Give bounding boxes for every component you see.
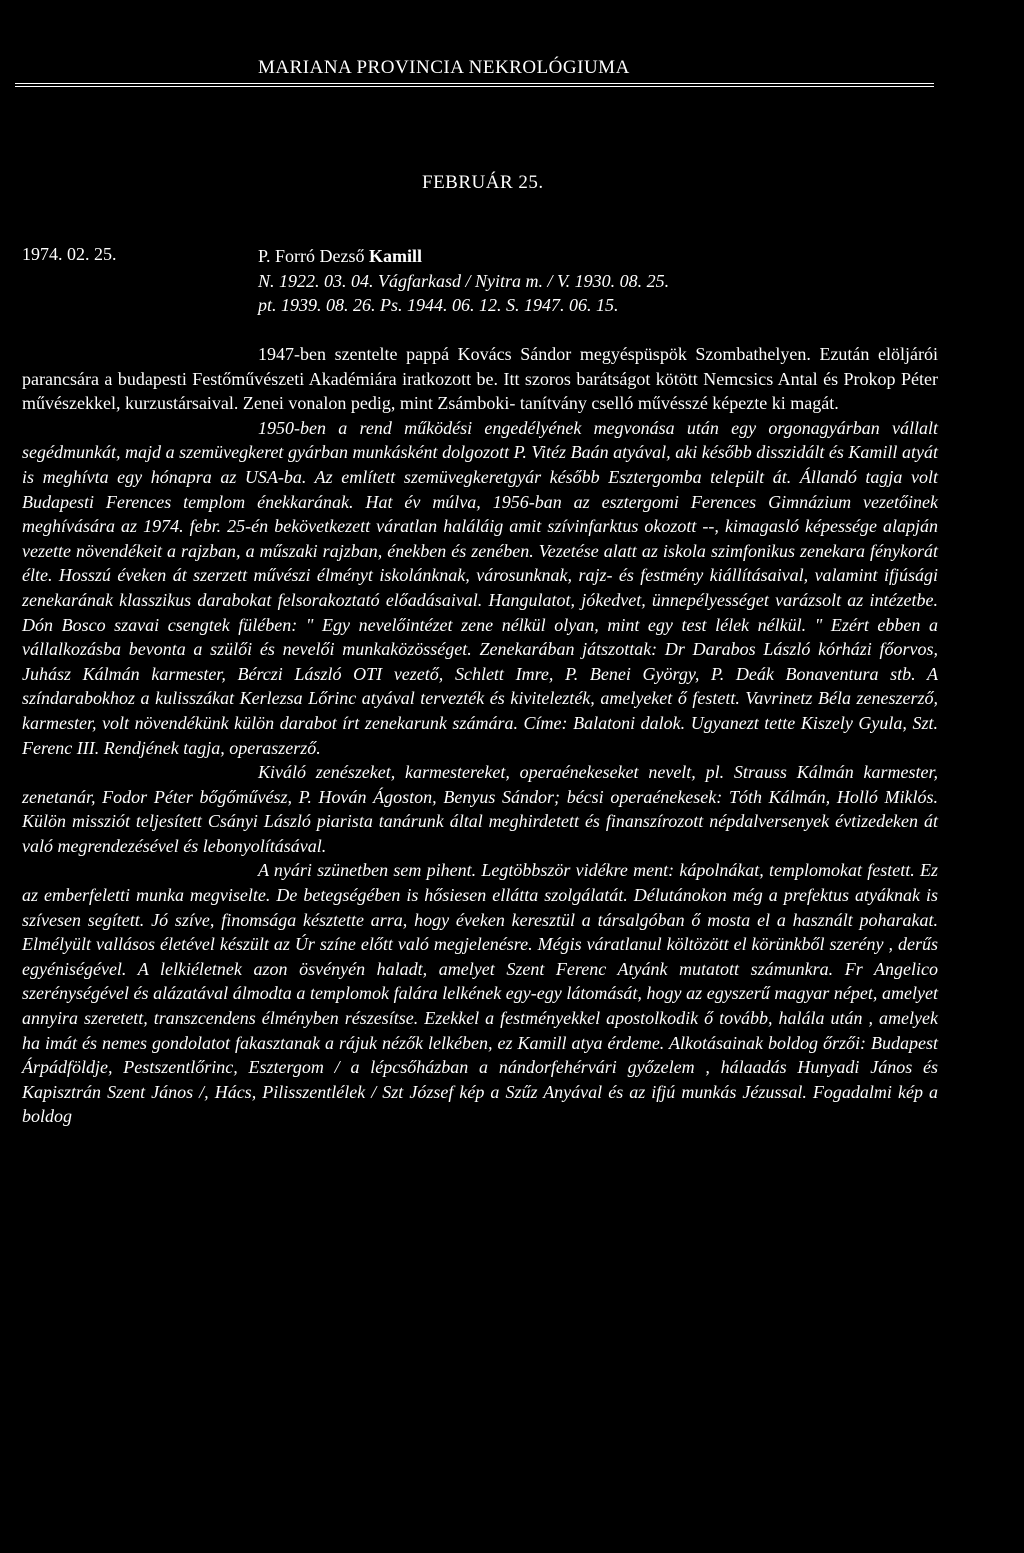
obituary-body (22, 342, 938, 1129)
entry-header (258, 244, 938, 318)
entry-name-bold: Kamill (369, 246, 422, 266)
entry-vows-line: pt. 1939. 08. 26. Ps. 1944. 06. 12. S. 1947. 06. 15. (258, 295, 619, 315)
paragraph-2: 1950-ben a rend működési engedélyének megvonása után egy orgonagyárban vállalt segédmunkát, majd a szemüvegkeret gyárban munkásként dolgozott P. Vitéz Baán atyával, aki később disszidált és Kamill atyát is meghívta egy hónapra az USA-ba. Az említett szemüvegkeretgyár később Esztergomba települt át. Állandó tagja volt Budapesti Ferences templom énekkarának. Hat év múlva, 1956-ban az esztergomi Ferences Gimnázium vezetőinek meghívására az 1974. febr. 25-én bekövetkezett váratlan haláláig amit szívinfarktus okozott --, kimagasló képessége alapján vezette növendékeit a rajzban, a műszaki rajzban, énekben és zenében. Vezetése alatt az iskola szimfonikus zenekara fénykorát élte. Hosszú éveken át szerzett művészi élményt iskolánknak, városunknak, rajz- és festmény kiállításaival, valamint ifjúsági zenekarának klasszikus darabokat felsorakoztató előadásaival. Hangulatot, jókedvet, ünnepélyességet varázsolt az intézetbe. Dón Bosco szavai csengtek fülében: " Egy nevelőintézet zene nélkül olyan, mint egy test lélek nélkül. " Ezért ebben a vállalkozásba bevonta a szülői és nevelői munkaközösséget. Zenekarában játszottak: Dr Darabos László kórházi főorvos, Juhász Kálmán karmester, Bérczi László OTI vezető, Schlett Imre, P. Benei György, P. Deák Bonaventura stb. A színdarabokhoz a kulisszákat Kerlezsa Lőrinc atyával tervezték és kivitelezték, amelyeket ő festett. Vavrinetz Béla zeneszerző, karmester, volt növendékünk külön darabot írt zenekarunk számára. Címe: Balatoni dalok. Ugyanezt tette Kiszely Gyula, Szt. Ferenc III. Rendjének tagja, operaszerző. (22, 417, 938, 758)
entry-birth-line: N. 1922. 03. 04. Vágfarkasd / Nyitra m. / V. 1930. 08. 25. (258, 270, 670, 291)
page-header-title: MARIANA PROVINCIA NEKROLÓGIUMA (258, 57, 630, 78)
paragraph-3: Kiváló zenészeket, karmestereket, operaénekeseket nevelt, pl. Strauss Kálmán karmester, zenetanár, Fodor Péter bőgőművész, P. Hován Ágoston, Benyus Sándor; bécsi operaénekesek: Tóth Kálmán, Holló Miklós. Külön missziót teljesített Csányi László piarista tanárunk által meghirdetett és finanszírozott népdalversenyek évtizedeken át való megrendezésével és lebonyolításával. (22, 762, 938, 856)
date-heading: FEBRUÁR 25. (422, 172, 544, 193)
header-rule (15, 83, 934, 84)
paragraph-4: A nyári szünetben sem pihent. Legtöbbször vidékre ment: kápolnákat, templomokat festett. Ez az emberfeletti munka megviselte. De betegségében is hősiesen ellátta szolgálatát. Délutánokon még a prefektus atyáknak is szívesen segített. Jó szíve, finomsága késztette arra, hogy éveken keresztül a társalgóban ő mosta el a használt poharakat. Elmélyült vallásos életével készült az Úr színe előtt való megjelenésre. Mégis váratlanul költözött el körünkből szerény , derűs egyéniségével. A lelkiéletnek azon ösvényén haladt, amelyet Szent Ferenc Atyánk mutatott számunkra. Fr Angelico szerénységével és alázatával álmodta a templomok falára lelkének egy-egy látomását, hogy az egyszerű magyar népet, amelyet annyira szeretett, transzcendens élményben részesítse. Ezekkel a festményekkel apostolkodik ő tovább, halála után , amelyek ha imát és nemes gondolatot fakasztanak a rájuk nézők lelkében, ez Kamill atya érdeme. Alkotásainak boldog őrzői: Budapest Árpádföldje, Pestszentlőrinc, Esztergom / a lépcsőházban a nándorfehérvári győzelem , hálaadás Hunyadi János és Kapisztrán Szent János /, Hács, Pilisszentlélek / Szt József kép a Szűz Anyával és az ifjú munkás Jézussal. Fogadalmi kép a boldog (22, 860, 938, 1127)
entry-name-prefix: P. Forró Dezső (258, 246, 369, 266)
header-rule-secondary (15, 86, 934, 87)
entry-name-line (258, 244, 938, 269)
death-date: 1974. 02. 25. (22, 244, 117, 264)
paragraph-1: 1947-ben szentelte pappá Kovács Sándor megyéspüspök Szombathelyen. Ezután elöljárói parancsára a budapesti Festőművészeti Akadémiára iratkozott be. Itt szoros barátságot kötött Nemcsics Antal és Prokop Péter művészekkel, kurzustársaival. Zenei vonalon pedig, mint Zsámboki- tanítvány cselló művésszé képezte ki magát. (22, 344, 938, 414)
